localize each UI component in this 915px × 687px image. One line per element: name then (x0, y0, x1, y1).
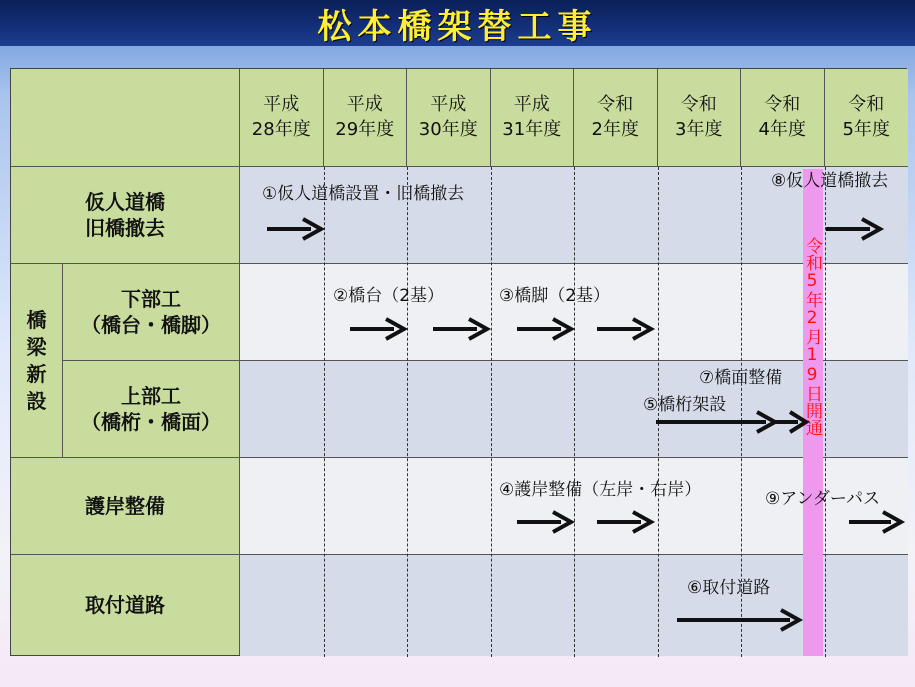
year-fiscal: 31年度 (502, 118, 562, 140)
column-separator (574, 167, 575, 657)
row-label-access-road: 取付道路 (11, 555, 240, 655)
arrow-abutment-2 (433, 317, 493, 341)
year-era: 令和 (848, 94, 885, 116)
task-label-underpass: ⑨アンダーパス (765, 489, 881, 509)
task-label-girder: ⑤橋桁架設 (643, 395, 727, 415)
year-fiscal: 29年度 (335, 118, 395, 140)
year-fiscal: 28年度 (251, 118, 311, 140)
year-era: 令和 (597, 94, 634, 116)
year-header-8 (825, 69, 909, 167)
year-fiscal: 5年度 (842, 118, 890, 140)
arrow-revetment-1 (517, 510, 577, 534)
year-era: 令和 (764, 94, 801, 116)
year-era: 平成 (263, 94, 300, 116)
page-title: 松本橋架替工事 (317, 6, 598, 47)
arrow-temp-bridge (267, 217, 327, 241)
year-fiscal: 4年度 (758, 118, 806, 140)
opening-date-label: 令和5年2月19日開通 (802, 237, 823, 436)
row-label-superstructure: 上部工 （橋桁・橋面） (63, 361, 240, 458)
year-fiscal: 3年度 (675, 118, 723, 140)
year-era: 平成 (513, 94, 550, 116)
arrow-girder (656, 410, 781, 434)
arrow-underpass (849, 510, 907, 534)
row-label-revetment: 護岸整備 (11, 458, 240, 555)
row-label-substructure: 下部工 （橋台・橋脚） (63, 264, 240, 361)
row-label-bridge-group: 橋 梁 新 設 (11, 264, 63, 458)
task-label-temp-bridge-removal: ⑧仮人道橋撤去 (771, 171, 889, 191)
year-era: 平成 (430, 94, 467, 116)
year-header-3 (407, 69, 491, 167)
task-label-deck: ⑦橋面整備 (699, 368, 783, 388)
task-label-abutment: ②橋台（2基） (333, 286, 445, 306)
year-era: 平成 (346, 94, 383, 116)
arrow-temp-bridge-removal (826, 217, 886, 241)
year-header-5 (574, 69, 658, 167)
arrow-abutment-1 (350, 317, 410, 341)
arrow-revetment-2 (597, 510, 657, 534)
schedule-table (10, 68, 907, 656)
year-header-4 (491, 69, 575, 167)
task-label-access-road: ⑥取付道路 (687, 578, 771, 598)
task-label-revetment: ④護岸整備（左岸・右岸） (499, 480, 702, 500)
year-header-1 (240, 69, 324, 167)
year-era: 令和 (680, 94, 717, 116)
column-separator (407, 167, 408, 657)
arrow-deck (772, 410, 812, 434)
year-header-7 (741, 69, 825, 167)
year-fiscal: 2年度 (591, 118, 639, 140)
arrow-access-road (677, 608, 805, 632)
year-header-2 (324, 69, 408, 167)
year-fiscal: 30年度 (418, 118, 478, 140)
row-label-temp-bridge: 仮人道橋 旧橋撤去 (11, 167, 240, 264)
task-label-temp-bridge: ①仮人道橋設置・旧橋撤去 (262, 184, 465, 204)
task-label-pier: ③橋脚（2基） (499, 286, 611, 306)
arrow-pier-1 (517, 317, 577, 341)
column-separator (491, 167, 492, 657)
arrow-pier-2 (597, 317, 657, 341)
year-header-6 (658, 69, 742, 167)
title-bar (0, 0, 915, 46)
header-corner (11, 69, 240, 167)
